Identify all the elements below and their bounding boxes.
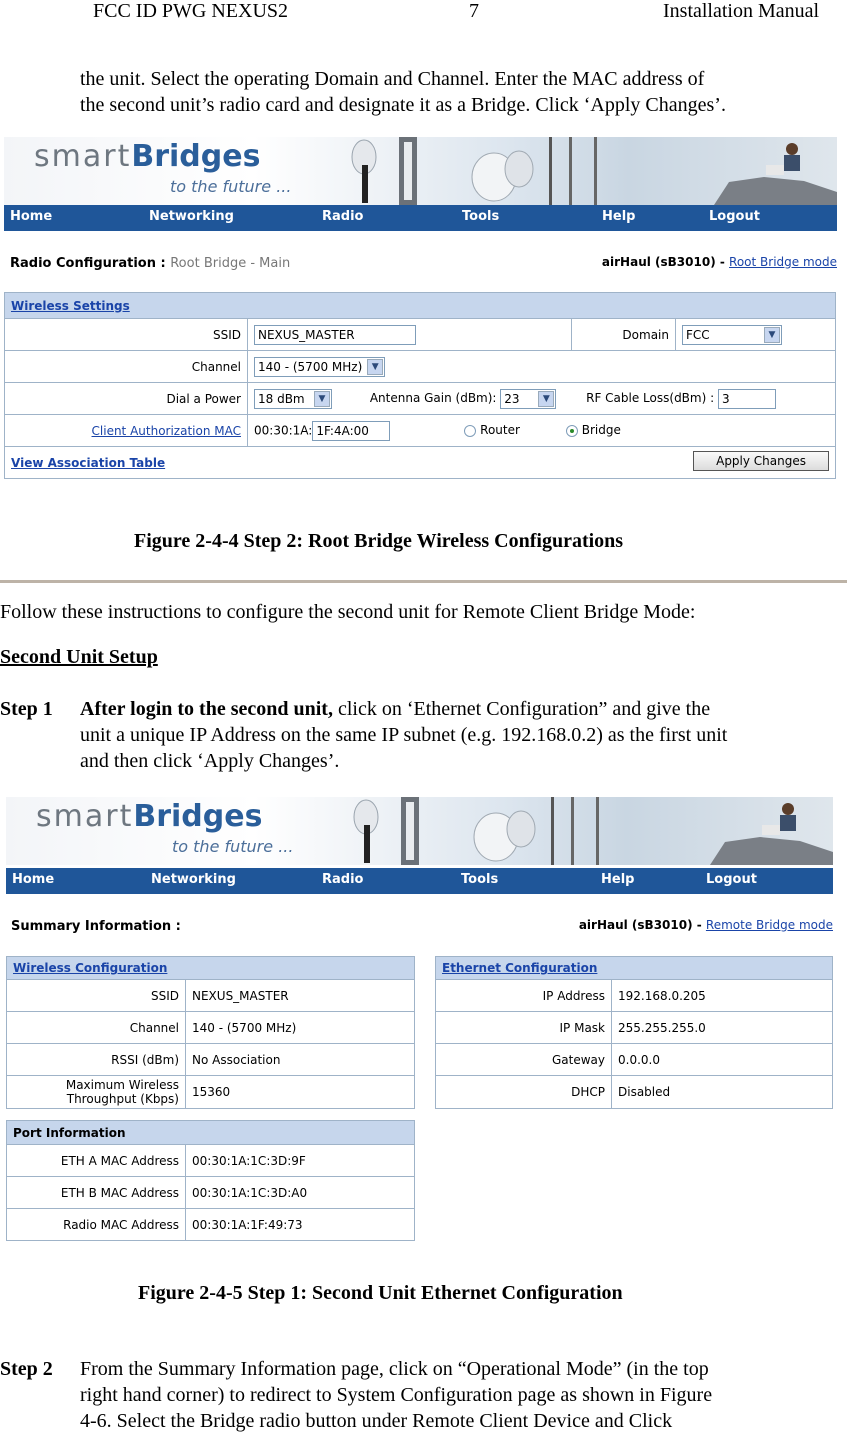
channel-label: Channel: [7, 1012, 186, 1044]
cable-loss-input[interactable]: 3: [718, 389, 776, 409]
page-number: 7: [469, 0, 479, 22]
bridge-radio-option[interactable]: [566, 423, 621, 437]
radio-mac-value: 00:30:1A:1F:49:73: [186, 1209, 415, 1241]
ip-address-value: 192.168.0.205: [612, 980, 833, 1012]
summary-title: Summary Information :: [11, 919, 181, 934]
nav-home[interactable]: Home: [10, 209, 53, 224]
wireless-settings-header[interactable]: Wireless Settings: [5, 293, 836, 319]
mac-input[interactable]: 1F:4A:00: [312, 421, 390, 441]
logo-bridges-text: Bridges: [131, 139, 261, 174]
eth-b-mac-value: 00:30:1A:1C:3D:A0: [186, 1177, 415, 1209]
gateway-value: 0.0.0.0: [612, 1044, 833, 1076]
router-radio-option[interactable]: [464, 423, 520, 437]
radio-config-screenshot: [4, 137, 837, 499]
figure-caption-1: Figure 2-4-4 Step 2: Root Bridge Wireless Configurations: [134, 530, 624, 552]
gateway-label: Gateway: [436, 1044, 612, 1076]
ssid-input[interactable]: NEXUS_MASTER: [254, 325, 416, 345]
step2-line-3: 4-6. Select the Bridge radio button under Remote Client Device and Click: [80, 1410, 673, 1432]
table-row: [436, 1044, 833, 1076]
page-title-sub: Root Bridge - Main: [170, 256, 291, 271]
power-label: Dial a Power: [5, 383, 248, 415]
channel-select[interactable]: [254, 357, 385, 377]
ip-address-label: IP Address: [436, 980, 612, 1012]
banner: [6, 797, 833, 865]
dhcp-value: Disabled: [612, 1076, 833, 1109]
bridge-label: Bridge: [581, 423, 621, 437]
antenna-graphic-icon: [346, 797, 646, 865]
table-row: [7, 1177, 415, 1209]
tagline: to the future ...: [170, 177, 292, 196]
channel-value: 140 - (5700 MHz): [186, 1012, 415, 1044]
step2-line-2: right hand corner) to redirect to System Configuration page as shown in Figure: [80, 1384, 713, 1406]
table-row: [7, 1044, 415, 1076]
remote-bridge-mode-link[interactable]: Remote Bridge mode: [705, 918, 833, 932]
nav-radio[interactable]: Radio: [322, 209, 364, 224]
eth-b-mac-label: ETH B MAC Address: [7, 1177, 186, 1209]
throughput-value: 15360: [186, 1076, 415, 1109]
page-title-prefix: Radio Configuration :: [10, 256, 166, 271]
nav-bar: [6, 868, 833, 894]
table-row: [436, 1012, 833, 1044]
page-title: [10, 256, 290, 271]
header-right: Installation Manual: [663, 0, 820, 22]
eth-a-mac-label: ETH A MAC Address: [7, 1145, 186, 1177]
ethernet-config-table: [435, 956, 833, 1109]
router-radio-icon[interactable]: [464, 425, 476, 437]
step1-bold: After login to the second unit,: [80, 698, 333, 720]
step2-line-1: From the Summary Information page, click on “Operational Mode” (in the top: [80, 1358, 709, 1380]
view-association-table-link[interactable]: View Association Table: [11, 455, 166, 470]
summary-info-screenshot: [6, 797, 833, 1237]
section-heading: Second Unit Setup: [0, 646, 158, 668]
intro-line-2: the second unit’s radio card and designate it as a Bridge. Click ‘Apply Changes’.: [80, 94, 726, 116]
table-row: [7, 1209, 415, 1241]
cable-loss-label: RF Cable Loss(dBm) :: [586, 391, 715, 405]
domain-select[interactable]: [682, 325, 782, 345]
wireless-config-table: [6, 956, 415, 1109]
nav-bar: [4, 205, 837, 231]
person-on-rock-icon: [710, 797, 833, 865]
domain-value: FCC: [686, 327, 710, 342]
header-left: FCC ID PWG NEXUS2: [93, 0, 289, 22]
step1-line-1: [80, 696, 710, 722]
ssid-label: SSID: [7, 980, 186, 1012]
antenna-graphic-icon: [344, 137, 644, 205]
nav-help[interactable]: Help: [602, 209, 636, 224]
root-bridge-mode-link[interactable]: Root Bridge mode: [729, 255, 837, 269]
chevron-down-icon: ▼: [764, 327, 780, 343]
mac-prefix: 00:30:1A:: [254, 423, 313, 437]
chevron-down-icon: ▼: [367, 359, 383, 375]
ip-mask-label: IP Mask: [436, 1012, 612, 1044]
device-name: airHaul (sB3010) -: [601, 255, 725, 269]
router-label: Router: [480, 423, 520, 437]
device-name: airHaul (sB3010) -: [578, 918, 702, 932]
channel-label: Channel: [5, 351, 248, 383]
table-row: [7, 1145, 415, 1177]
step1-line-2: unit a unique IP Address on the same IP subnet (e.g. 192.168.0.2) as the first unit: [80, 724, 728, 746]
ethernet-config-header[interactable]: Ethernet Configuration: [436, 957, 833, 980]
domain-label: Domain: [572, 319, 676, 351]
nav-logout[interactable]: Logout: [709, 209, 760, 224]
nav-logout[interactable]: Logout: [706, 872, 757, 887]
logo-smart-text: smart: [34, 139, 132, 174]
port-info-table: [6, 1120, 415, 1241]
nav-tools[interactable]: Tools: [461, 872, 499, 887]
throughput-label: Maximum Wireless Throughput (Kbps): [7, 1076, 186, 1109]
table-row: [436, 1076, 833, 1109]
rssi-value: No Association: [186, 1044, 415, 1076]
brand-logo: [36, 799, 262, 834]
intro-line-1: the unit. Select the operating Domain and Channel. Enter the MAC address of: [80, 68, 705, 90]
power-select[interactable]: [254, 389, 332, 409]
rssi-label: RSSI (dBm): [7, 1044, 186, 1076]
power-value: 18 dBm: [258, 391, 305, 406]
dhcp-label: DHCP: [436, 1076, 612, 1109]
channel-value: 140 - (5700 MHz): [258, 359, 363, 374]
chevron-down-icon: ▼: [538, 391, 554, 407]
step1-label: Step 1: [0, 698, 53, 720]
nav-home[interactable]: Home: [12, 872, 55, 887]
table-row: [436, 980, 833, 1012]
radio-mac-label: Radio MAC Address: [7, 1209, 186, 1241]
chevron-down-icon: ▼: [314, 391, 330, 407]
nav-radio[interactable]: Radio: [322, 872, 364, 887]
nav-networking[interactable]: Networking: [149, 209, 234, 224]
device-mode-info: [602, 255, 837, 269]
banner: [4, 137, 837, 205]
antenna-gain-label: Antenna Gain (dBm):: [369, 391, 497, 405]
ip-mask-value: 255.255.255.0: [612, 1012, 833, 1044]
device-mode-info: [579, 918, 833, 932]
nav-networking[interactable]: Networking: [151, 872, 236, 887]
follow-instructions: Follow these instructions to configure the second unit for Remote Client Bridge Mode:: [0, 601, 696, 623]
logo-bridges-text: Bridges: [133, 799, 263, 834]
tagline: to the future ...: [172, 837, 294, 856]
table-row: [7, 1012, 415, 1044]
ssid-label: SSID: [5, 319, 248, 351]
antenna-gain-select[interactable]: [500, 389, 556, 409]
figure-caption-2: Figure 2-4-5 Step 1: Second Unit Ethernet Configuration: [138, 1282, 623, 1304]
ssid-value: NEXUS_MASTER: [186, 980, 415, 1012]
nav-help[interactable]: Help: [601, 872, 635, 887]
bridge-radio-icon[interactable]: [566, 425, 578, 437]
step1-text-1: click on ‘Ethernet Configuration” and give the: [332, 698, 711, 720]
wireless-settings-table: [4, 292, 836, 479]
apply-changes-button[interactable]: Apply Changes: [693, 451, 829, 471]
table-row: [7, 980, 415, 1012]
step2-label: Step 2: [0, 1358, 53, 1380]
antenna-gain-value: 23: [504, 391, 520, 406]
divider: [0, 580, 847, 583]
port-info-header: Port Information: [7, 1121, 415, 1145]
person-on-rock-icon: [714, 137, 837, 205]
nav-tools[interactable]: Tools: [462, 209, 500, 224]
table-row: [7, 1076, 415, 1109]
wireless-config-header[interactable]: Wireless Configuration: [7, 957, 415, 980]
brand-logo: [34, 139, 260, 174]
eth-a-mac-value: 00:30:1A:1C:3D:9F: [186, 1145, 415, 1177]
step1-line-3: and then click ‘Apply Changes’.: [80, 750, 340, 772]
logo-smart-text: smart: [36, 799, 134, 834]
client-auth-mac-link[interactable]: Client Authorization MAC: [5, 415, 248, 447]
